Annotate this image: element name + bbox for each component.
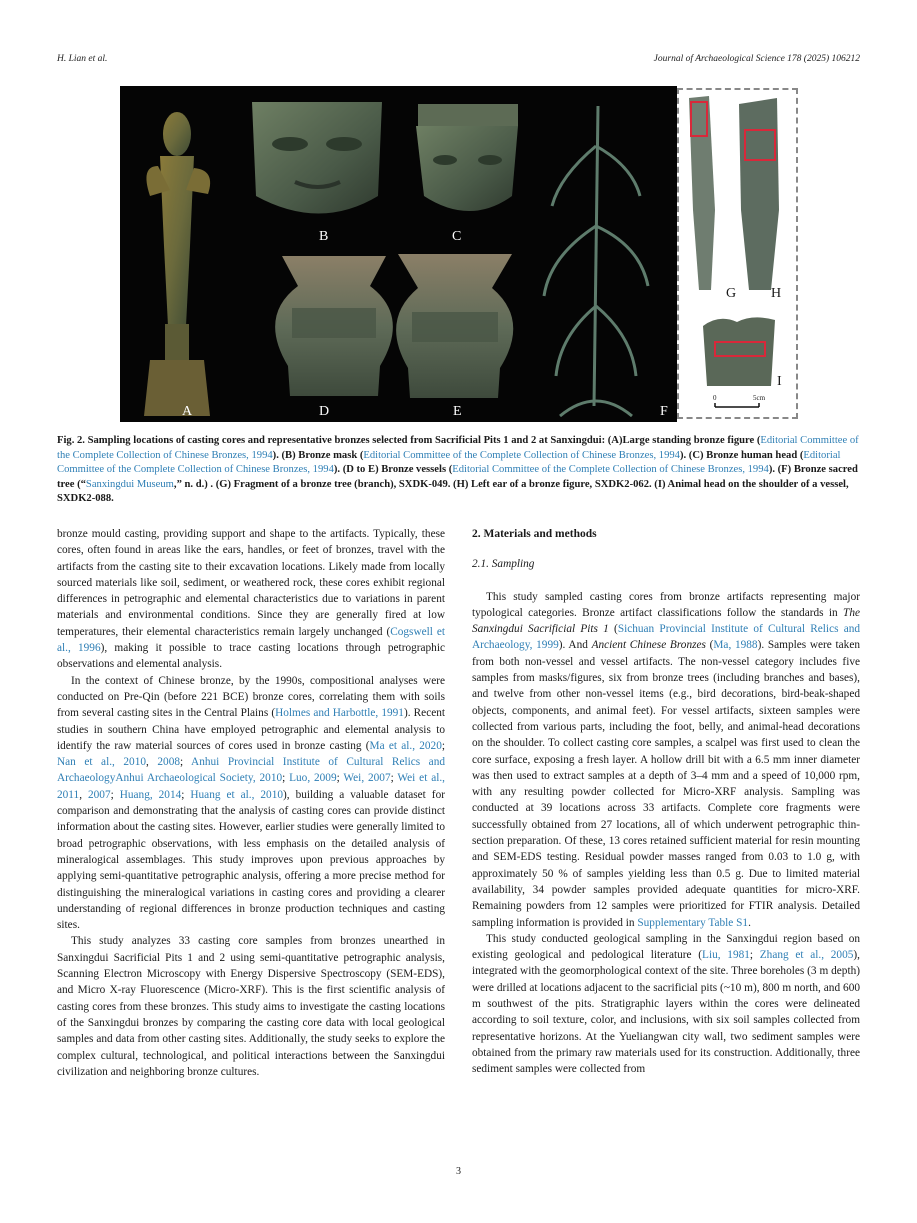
- paragraph: [57, 673, 445, 934]
- caption-citation[interactable]: Editorial Committee of the Complete Collection of Chinese Bronzes, 1994: [57, 435, 859, 461]
- citation-link[interactable]: Anhui Provincial Institute of Cultural Relics and ArchaeologyAnhui Archaeological Society, 2010: [57, 756, 445, 785]
- citation-link[interactable]: 2007: [88, 788, 111, 801]
- paragraph: [472, 589, 860, 931]
- bronze-mask-image: [252, 102, 382, 214]
- separator: ;: [441, 739, 445, 752]
- figure-label-e: E: [453, 404, 462, 419]
- figure-label-g: G: [726, 286, 737, 301]
- caption-prefix: Fig. 2.: [57, 435, 85, 446]
- citation-link[interactable]: Ma, 1988: [713, 639, 758, 652]
- separator: ;: [749, 949, 760, 962]
- figure-label-i: I: [777, 374, 782, 389]
- left-column: [57, 526, 445, 1080]
- scale-bar-unit: 5cm: [753, 394, 766, 402]
- paragraph-text: ), building a valuable dataset for comparison and demonstrating that the analysis of casting cores can provide distinct information about the casting sites. However, earlier studies were generally limited to broad petrographic observations, with less emphasis on the detailed analysis of mineralogical assemblages. This study improves upon previous approaches by applying semi-quantitative petrographic analysis, offering a more precise method for distinguishing the mineralogical variations in casting cores and providing a clearer understanding of regional differences in bronze production techniques and casting sites.: [57, 788, 445, 932]
- citation-link[interactable]: 2008: [157, 756, 180, 769]
- paragraph-text: ), integrated with the geomorphological context of the site. Three boreholes (3 m depth) were drilled at locations adjacent to the sacrificial pits (~10 m), 800 m north, and 600 m southwest of the pits. Stratigraphic layers within the cores were delineated according to soil texture, color, and inclusions, with six soil samples collected from representative horizons. At the Yueliangwan city wall, two sediment samples were obtained from the primary raw materials used for its construction. Additionally, three sediment samples were collected from: [472, 949, 860, 1076]
- subsection-heading: 2.1. Sampling: [472, 558, 535, 571]
- paragraph-text: bronze mould casting, providing support and shape to the artifacts. Typically, these cores, often found in areas like the ears, handles, or feet of bronzes, travel with the artifacts from the casting site to their excavation locations. Likely made from locally sourced materials like soil, sediment, or weathered rock, these cores exhibit regional differences in petrographic and elemental characteristics due to variations in parent materials and environmental conditions. Since they are generally fired at low temperatures, their elemental characteristics remain largely unchanged (: [57, 528, 445, 638]
- citation-link[interactable]: Liu, 1981: [702, 949, 750, 962]
- caption-citation[interactable]: Editorial Committee of the Complete Collection of Chinese Bronzes, 1994: [452, 464, 769, 476]
- caption-citation[interactable]: Editorial Committee of the Complete Collection of Chinese Bronzes, 1994: [363, 449, 680, 461]
- citation-link[interactable]: Ma et al., 2020: [369, 739, 442, 752]
- scale-bar-zero: 0: [713, 394, 717, 402]
- figure-label-f: F: [660, 404, 668, 419]
- caption-text: ). (C) Bronze human head (: [679, 449, 804, 461]
- caption-text: ). (B) Bronze mask (: [272, 449, 364, 461]
- bronze-vessel-e-image: [396, 254, 513, 398]
- fragment-panel: [677, 88, 798, 419]
- separator: ,: [146, 756, 158, 769]
- separator: ;: [181, 788, 191, 801]
- citation-link[interactable]: Cogswell et al., 1996: [57, 625, 445, 655]
- separator: ;: [336, 772, 344, 785]
- caption-text: ). (F) Bronze sacred tree (“: [57, 464, 858, 490]
- paragraph-text: ). And: [558, 639, 592, 652]
- caption-citation[interactable]: Sanxingdui Museum: [85, 478, 174, 490]
- bronze-vessel-d-image: [275, 256, 393, 396]
- paragraph-text: ). Recent studies in southern China have employed petrographic and elemental analysis to identify the raw material sources of cores used in bronze casting (: [57, 707, 446, 752]
- separator: ;: [390, 772, 398, 785]
- citation-link[interactable]: Huang et al., 2010: [190, 788, 283, 801]
- bronze-head-image: [416, 104, 518, 211]
- standing-figure-image: [144, 112, 210, 416]
- figure-label-h: H: [771, 286, 782, 301]
- bronze-photos: [120, 86, 677, 422]
- citation-link[interactable]: Huang, 2014: [119, 788, 182, 801]
- figure-label-d: D: [319, 404, 330, 419]
- citation-link[interactable]: Sichuan Provincial Institute of Cultural Relics and Archaeology, 1999: [472, 623, 861, 652]
- fragment-photos: [679, 90, 796, 417]
- separator: ,: [79, 788, 88, 801]
- section-heading: 2. Materials and methods: [472, 528, 597, 540]
- paragraph-text: ). Samples were taken from both non-vessel and vessel artifacts. The non-vessel category includes five samples from masks/figures, six from bronze trees (including branches and bases), and twelve from other non-vessel items (e.g., bird decorations, bird-beak-shaped objects, components, and animal feet). For vessel artifacts, sixteen samples were collected from various parts, including the foot, belly, and animal-head decorations on the shoulder. To collect casting core samples, a scalpel was first used to clean the core surface, exposing a fresh layer. A hollow drill bit with a 6.5 mm inner diameter was then used to extract samples at a depth of 3–4 mm and a speed of 10,000 rpm, with any resulting powder collected for Micro-XRF analysis. Sampling was conducted at 39 locations across 33 artifacts. Complete core fragments were successfully obtained from 27 locations, all of which underwent petrographic thin-section preparation. Of these, 13 cores retained sufficient material for resin mounting and SEM-EDS testing. Residual powder masses ranged from 0.03 to 1.0 g, with approximately 50 % of samples yielding less than 0.5 g. Due to limited material availability, 34 powder samples provided adequate quantities for micro-XRF. Remaining powders from 12 samples were prioritized for FTIR analysis. Detailed sampling information is provided in: [472, 639, 860, 929]
- right-column: [472, 526, 860, 1078]
- paragraph-text: ), making it possible to trace casting locations through petrographic observations and elemental analysis.: [57, 642, 445, 671]
- separator: ;: [110, 788, 120, 801]
- citation-link[interactable]: Wei et al., 2011: [57, 772, 445, 801]
- citation-link[interactable]: Wei, 2007: [343, 772, 391, 785]
- citation-link[interactable]: Luo, 2009: [289, 772, 337, 785]
- paragraph: [472, 931, 860, 1078]
- citation-link[interactable]: Holmes and Harbottle, 1991: [275, 707, 404, 720]
- separator: ;: [179, 756, 192, 769]
- separator: ;: [282, 772, 290, 785]
- caption-text: Sampling locations of casting cores and representative bronzes selected from Sacrificial Pits 1 and 2 at Sanxingdui: (A)Large standing bronze figure (: [84, 435, 761, 446]
- citation-link[interactable]: Nan et al., 2010: [57, 756, 147, 769]
- caption-text: ,” n. d.) . (G) Fragment of a bronze tree (branch), SXDK-049. (H) Left ear of a bronze figure, SXDK2-062. (I) Animal head on the shoulder of a vessel, SXDK2-088.: [57, 478, 849, 505]
- figure-label-b: B: [319, 229, 329, 244]
- citation-link[interactable]: Zhang et al., 2005: [759, 949, 854, 962]
- running-header-journal: Journal of Archaeological Science 178 (2025) 106212: [653, 54, 860, 64]
- figure-2: [120, 86, 798, 422]
- running-header-author: H. Lian et al.: [57, 54, 108, 64]
- page-number: 3: [456, 1166, 461, 1177]
- paragraph: This study analyzes 33 casting core samples from bronzes unearthed in Sanxingdui Sacrificial Pits 1 and 2 using semi-quantitative petrographic analysis, Scanning Electron Microscopy with Energy Dispersive Spectroscopy (SEM-EDS), and Micro X-ray Fluorescence (Micro-XRF). This is the first scientific analysis of casting cores from these bronzes. This study aims to investigate the casting locations of the Sanxingdui bronzes by comparing the casting core data with local geological samples and data from other casting sites. Additionally, the study seeks to explore the complex cultural, technological, and political interactions between the Sanxingdui civilization and neighboring bronze cultures.: [57, 935, 445, 1078]
- caption-citation[interactable]: Editorial Committee of the Complete Collection of Chinese Bronzes, 1994: [57, 449, 841, 476]
- paragraph-text: (: [705, 639, 714, 652]
- paragraph-text: This study sampled casting cores from bronze artifacts representing major typological categories. Bronze artifact classifications follow the standards in: [472, 590, 860, 619]
- book-title: The Sanxingdui Sacrificial Pits 1: [472, 606, 860, 636]
- supplementary-link[interactable]: Supplementary Table S1: [637, 916, 749, 929]
- paragraph-text: (: [608, 623, 618, 636]
- paragraph-text: In the context of Chinese bronze, by the 1990s, compositional analyses were conducted on Pre-Qin (before 221 BCE) bronze cores, correlating them with soils from several casting sites in the Central Plains (: [57, 674, 445, 720]
- figure-label-c: C: [452, 229, 462, 244]
- paragraph-text: .: [748, 916, 751, 929]
- paragraph-text: This study conducted geological sampling in the Sanxingdui region based on existing geological and pedological literature (: [472, 932, 860, 962]
- book-title: Ancient Chinese Bronzes: [591, 639, 706, 652]
- figure-caption: [57, 434, 860, 507]
- paragraph: [57, 526, 445, 673]
- caption-text: ). (D to E) Bronze vessels (: [333, 464, 453, 476]
- figure-label-a: A: [182, 404, 193, 419]
- sacred-tree-image: [544, 106, 648, 416]
